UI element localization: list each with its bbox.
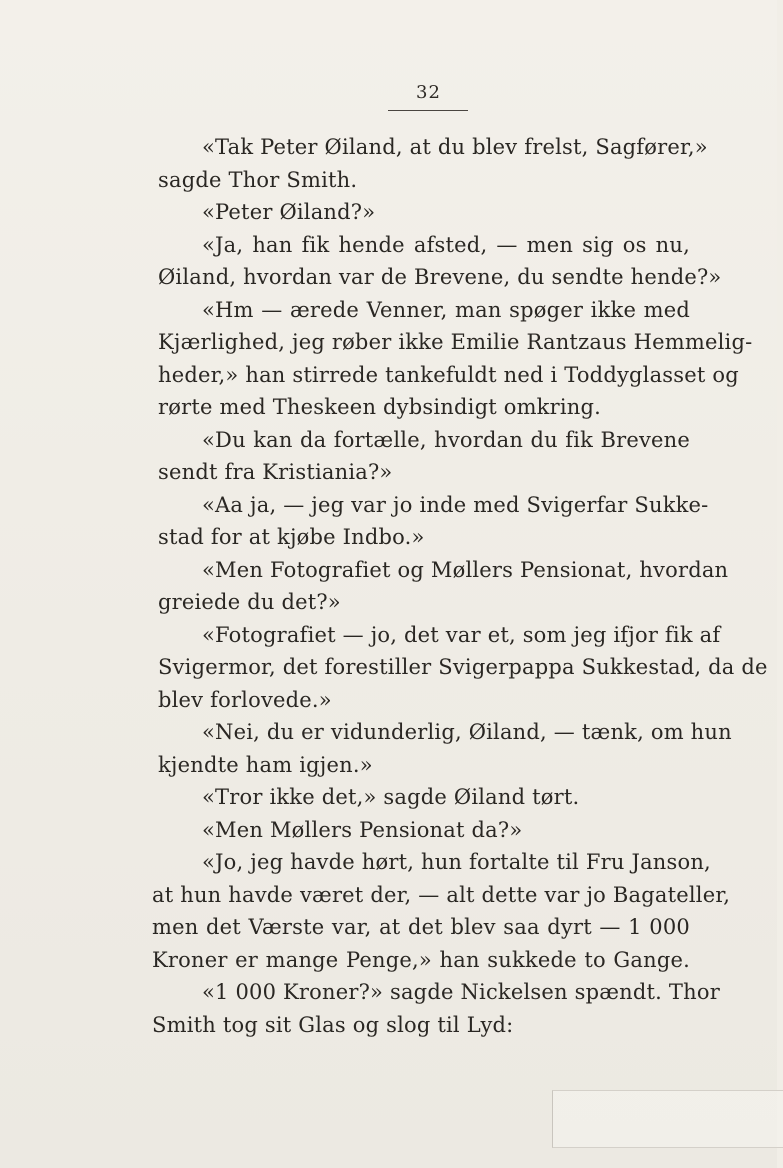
- text-line: greiede du det?»: [158, 590, 341, 614]
- text-line: Smith tog sit Glas og slog til Lyd:: [152, 1012, 514, 1037]
- text-line: «Men Møllers Pensionat da?»: [202, 817, 523, 842]
- text-line: «Peter Øiland?»: [202, 200, 376, 224]
- page-number-rule: [388, 110, 468, 111]
- text-line: «Nei, du er vidunderlig, Øiland, — tænk, om hun: [202, 720, 732, 744]
- body-text: [152, 131, 768, 1041]
- text-line: «Men Fotografiet og Møllers Pensionat, hvordan: [202, 557, 729, 582]
- text-line: Svigermor, det forestiller Svigerpappa Sukkestad, da de: [158, 655, 768, 679]
- text-line: «Hm — ærede Venner, man spøger ikke med: [202, 297, 690, 322]
- text-line: Øiland, hvordan var de Brevene, du sendte hende?»: [158, 265, 722, 289]
- text-line: «1 000 Kroner?» sagde Nickelsen spændt. Thor: [202, 980, 720, 1004]
- text-line: stad for at kjøbe Indbo.»: [158, 525, 425, 549]
- text-line: Kjærlighed, jeg røber ikke Emilie Rantzaus Hemmelig-: [158, 330, 753, 354]
- text-line: at hun havde været der, — alt dette var jo Bagateller,: [152, 882, 731, 907]
- text-line: Kroner er mange Penge,» han sukkede to Gange.: [152, 947, 690, 972]
- text-line: men det Værste var, at det blev saa dyrt — 1 000: [152, 915, 690, 939]
- text-line: «Du kan da fortælle, hvordan du fik Brevene: [202, 427, 690, 452]
- text-line: «Ja, han fik hende afsted, — men sig os nu,: [202, 232, 690, 257]
- text-line: «Fotografiet — jo, det var et, som jeg ifjor fik af: [202, 622, 721, 647]
- text-line: sendt fra Kristiania?»: [158, 460, 393, 484]
- text-line: «Jo, jeg havde hørt, hun fortalte til Fru Janson,: [202, 850, 711, 874]
- text-line: sagde Thor Smith.: [158, 167, 358, 192]
- text-line: kjendte ham igjen.»: [158, 752, 373, 777]
- text-line: rørte med Theskeen dybsindigt omkring.: [158, 395, 602, 419]
- text-line: heder,» han stirrede tankefuldt ned i Toddyglasset og: [158, 362, 739, 387]
- scan-edge-mark: [552, 1090, 783, 1148]
- page-number: 32: [416, 82, 441, 103]
- text-line: blev forlovede.»: [158, 687, 332, 712]
- text-line: «Tror ikke det,» sagde Øiland tørt.: [202, 785, 580, 809]
- text-line: «Aa ja, — jeg var jo inde med Svigerfar Sukke-: [202, 492, 709, 517]
- text-line: «Tak Peter Øiland, at du blev frelst, Sagfører,»: [202, 135, 708, 159]
